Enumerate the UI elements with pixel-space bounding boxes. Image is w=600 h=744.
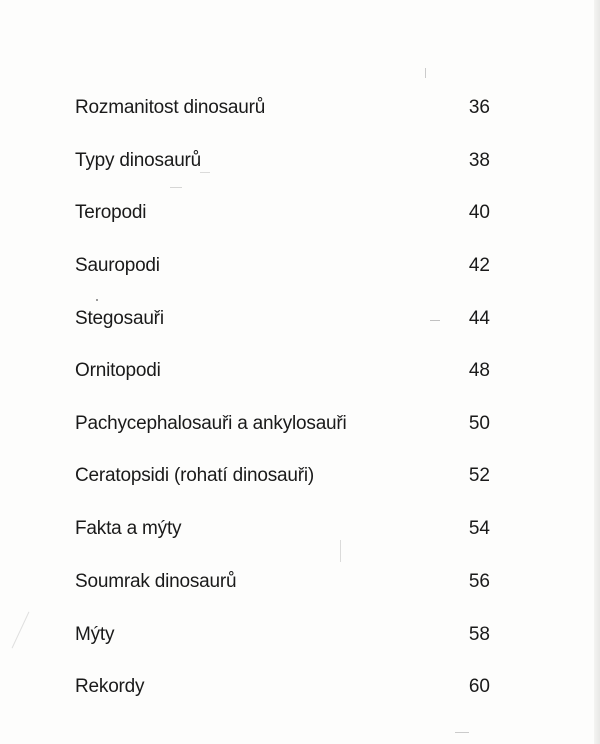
toc-entry-title: Stegosauři	[75, 308, 164, 329]
toc-entry-page-number: 44	[468, 308, 490, 329]
toc-entry-title: Teropodi	[75, 202, 147, 223]
toc-entry-6[interactable]	[75, 356, 490, 386]
toc-entry-title: Mýty	[75, 624, 115, 645]
toc-entry-12[interactable]	[75, 672, 490, 702]
toc-entry-page-number: 58	[468, 624, 490, 645]
toc-entry-9[interactable]	[75, 514, 490, 544]
toc-entry-3[interactable]	[75, 198, 490, 228]
toc-entry-page-number: 52	[468, 465, 490, 486]
toc-entry-page-number: 40	[468, 202, 490, 223]
toc-entry-8[interactable]	[75, 461, 490, 491]
toc-entry-page-number: 60	[468, 676, 490, 697]
toc-entry-title: Rekordy	[75, 676, 145, 697]
toc-entry-title: Soumrak dinosaurů	[75, 571, 237, 592]
toc-entry-10[interactable]	[75, 567, 490, 597]
toc-entry-page-number: 54	[468, 518, 490, 539]
toc-entry-title: Typy dinosaurů	[75, 150, 202, 171]
toc-entry-title: Ornitopodi	[75, 360, 161, 381]
toc-entry-page-number: 50	[468, 413, 490, 434]
toc-entry-1[interactable]	[75, 93, 490, 123]
toc-entry-4[interactable]	[75, 251, 490, 281]
toc-entry-page-number: 48	[468, 360, 490, 381]
toc-entry-2[interactable]	[75, 146, 490, 176]
toc-entry-page-number: 42	[468, 255, 490, 276]
toc-entry-title: Fakta a mýty	[75, 518, 182, 539]
toc-entry-title: Sauropodi	[75, 255, 160, 276]
toc-entry-5[interactable]	[75, 304, 490, 334]
toc-entry-7[interactable]	[75, 409, 490, 439]
toc-entry-title: Pachycephalosauři a ankylosauři	[75, 413, 347, 434]
toc-entry-11[interactable]	[75, 620, 490, 650]
toc-entry-title: Ceratopsidi (rohatí dinosauři)	[75, 465, 315, 486]
toc-entry-page-number: 36	[468, 97, 490, 118]
toc-entry-page-number: 56	[468, 571, 490, 592]
toc-entry-title: Rozmanitost dinosaurů	[75, 97, 266, 118]
toc-entry-page-number: 38	[468, 150, 490, 171]
